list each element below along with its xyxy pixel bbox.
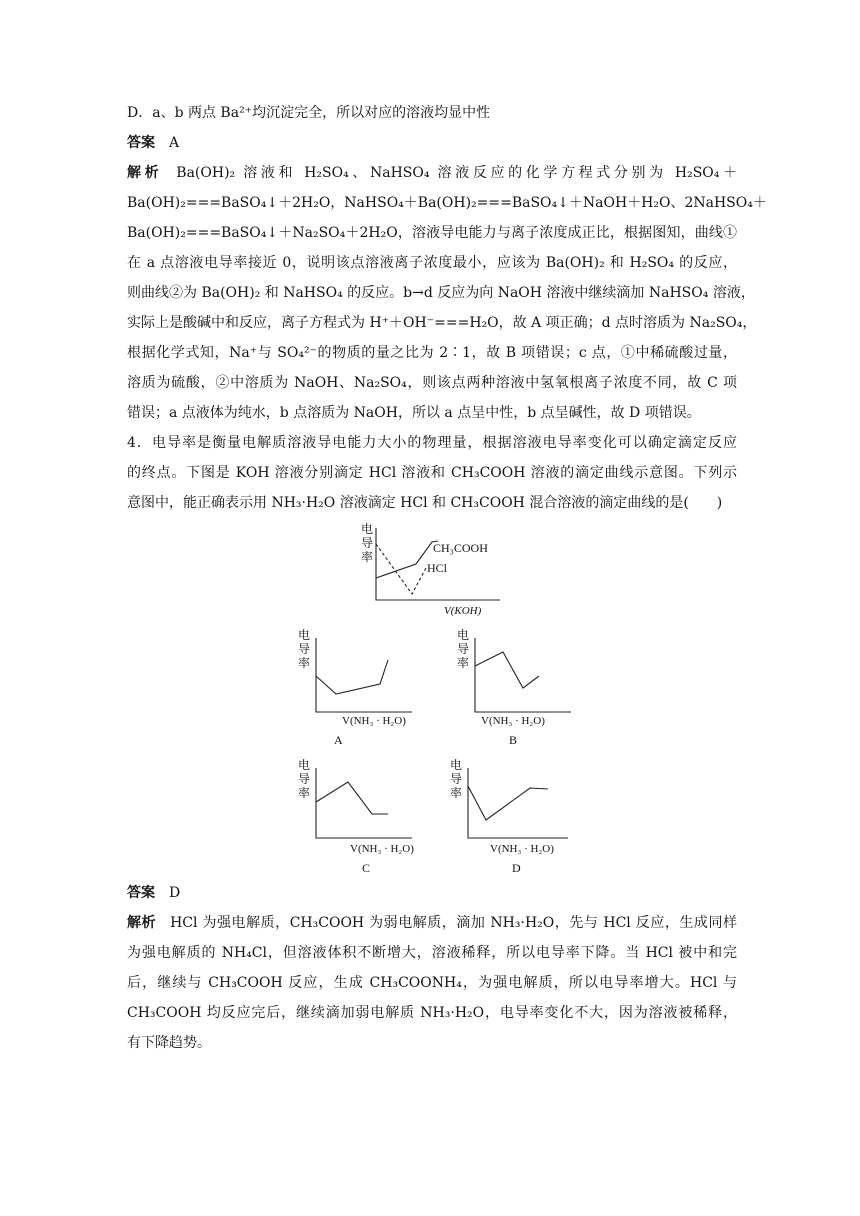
y-axis-label: 导 <box>298 642 311 656</box>
option-a-curve <box>316 660 388 694</box>
answer-line <box>127 134 737 152</box>
question-4-line: 的终点。下图是 KOH 溶液分别滴定 HCl 溶液和 CH₃COOH 溶液的滴定曲线示意图。下列示 <box>127 465 737 481</box>
y-axis-label: 电 <box>361 522 374 536</box>
analysis-line: 错误；a 点液体为纯水，b 点溶质为 NaOH，所以 a 点呈中性，b 点呈碱性，故 D 项错误。 <box>127 405 701 421</box>
y-axis-label: 率 <box>450 786 463 800</box>
analysis-text: Ba(OH)₂ 溶液和 H₂SO₄、NaHSO₄ 溶液反应的化学方程式分别为 H₂SO₄＋ <box>176 165 738 181</box>
analysis-line: 则曲线②为 Ba(OH)₂ 和 NaHSO₄ 的反应。b→d 反应为向 NaOH 溶液中继续滴加 NaHSO₄ 溶液， <box>127 285 755 301</box>
figure-main <box>340 520 520 620</box>
option-d-statement: D．a、b 两点 Ba²⁺均沉淀完全，所以对应的溶液均显中性 <box>127 105 491 121</box>
answer-label: 答案 <box>127 135 155 151</box>
option-label: C <box>362 861 371 875</box>
y-axis-label: 导 <box>298 772 311 786</box>
analysis-line: 有下降趋势。 <box>127 1035 211 1051</box>
analysis-label: 解析 <box>127 915 157 931</box>
analysis-line: 实际上是酸碱中和反应，离子方程式为 H⁺＋OH⁻===H₂O，故 A 项正确；d 点时溶质为 Na₂SO₄， <box>127 315 757 331</box>
answer-label: 答案 <box>127 885 155 901</box>
option-d-curve <box>468 786 548 820</box>
option-a-figure <box>296 626 436 746</box>
answer-value: D <box>169 885 181 901</box>
option-label: A <box>334 733 343 747</box>
series-label-ch3cooh: CH₃COOH <box>433 541 488 555</box>
y-axis-label: 电 <box>298 628 311 642</box>
analysis-line: Ba(OH)₂===BaSO₄↓＋Na₂SO₄＋2H₂O，溶液导电能力与离子浓度成正比，根据图知，曲线① <box>127 225 737 241</box>
option-label: D <box>512 861 521 875</box>
y-axis-label: 导 <box>457 642 470 656</box>
question-4-line: 4．电导率是衡量电解质溶液导电能力大小的物理量，根据溶液电导率变化可以确定滴定反应 <box>127 435 737 451</box>
y-axis-label: 导 <box>450 772 463 786</box>
y-axis-label: 率 <box>457 656 470 670</box>
y-axis-label: 电 <box>298 758 311 772</box>
analysis-line: Ba(OH)₂===BaSO₄↓＋2H₂O，NaHSO₄＋Ba(OH)₂===BaSO₄↓＋NaOH＋H₂O、2NaHSO₄＋ <box>127 195 767 211</box>
x-axis-label: V(KOH) <box>444 605 482 617</box>
analysis-line: 根据化学式知，Na⁺与 SO₄²⁻的物质的量之比为 2∶1，故 B 项错误；c 点，①中稀硫酸过量， <box>127 345 737 361</box>
x-axis-label: V(NH₃ · H₂O) <box>490 843 554 855</box>
y-axis-label: 率 <box>298 786 311 800</box>
analysis-line <box>127 164 737 182</box>
question-4-line: 意图中，能正确表示用 NH₃·H₂O 溶液滴定 HCl 和 CH₃COOH 混合溶液的滴定曲线的是( ) <box>127 495 723 511</box>
analysis-line <box>127 914 737 932</box>
analysis-label: 解析 <box>127 165 163 181</box>
answer-value: A <box>169 135 180 151</box>
option-c-curve <box>316 782 388 814</box>
x-axis-label: V(NH₃ · H₂O) <box>342 715 406 727</box>
y-axis-label: 电 <box>457 628 470 642</box>
option-c-figure <box>296 756 436 876</box>
option-d-figure <box>448 756 588 876</box>
y-axis-label: 率 <box>361 550 374 564</box>
analysis-line: 溶质为硫酸，②中溶质为 NaOH、Na₂SO₄，则该点两种溶液中氢氧根离子浓度不同，故 C 项 <box>127 375 737 391</box>
y-axis-label: 导 <box>361 536 374 550</box>
option-label: B <box>509 733 518 747</box>
analysis-line: 为强电解质的 NH₄Cl，但溶液体积不断增大，溶液稀释，所以电导率下降。当 HCl 被中和完 <box>127 945 737 961</box>
axes <box>316 638 412 712</box>
analysis-line: 在 a 点溶液电导率接近 0，说明该点溶液离子浓度最小，应该为 Ba(OH)₂ 和 H₂SO₄ 的反应， <box>127 255 737 271</box>
axes <box>475 638 571 712</box>
x-axis-label: V(NH₃ · H₂O) <box>481 715 545 727</box>
x-axis-label: V(NH₃ · H₂O) <box>350 843 414 855</box>
y-axis-label: 率 <box>298 656 311 670</box>
answer-line <box>127 884 737 902</box>
analysis-line: 后，继续与 CH₃COOH 反应，生成 CH₃COONH₄，为强电解质，所以电导率增大。HCl 与 <box>127 975 737 991</box>
series-label-hcl: HCl <box>427 561 448 575</box>
analysis-text: HCl 为强电解质，CH₃COOH 为弱电解质，滴加 NH₃·H₂O，先与 HCl 反应，生成同样 <box>170 915 738 931</box>
analysis-line: CH₃COOH 均反应完后，继续滴加弱电解质 NH₃·H₂O，电导率变化不大，因为溶液被稀释， <box>127 1005 737 1021</box>
option-b-curve <box>475 652 539 688</box>
option-b-figure <box>455 626 595 746</box>
y-axis-label: 电 <box>450 758 463 772</box>
axes <box>468 768 568 838</box>
